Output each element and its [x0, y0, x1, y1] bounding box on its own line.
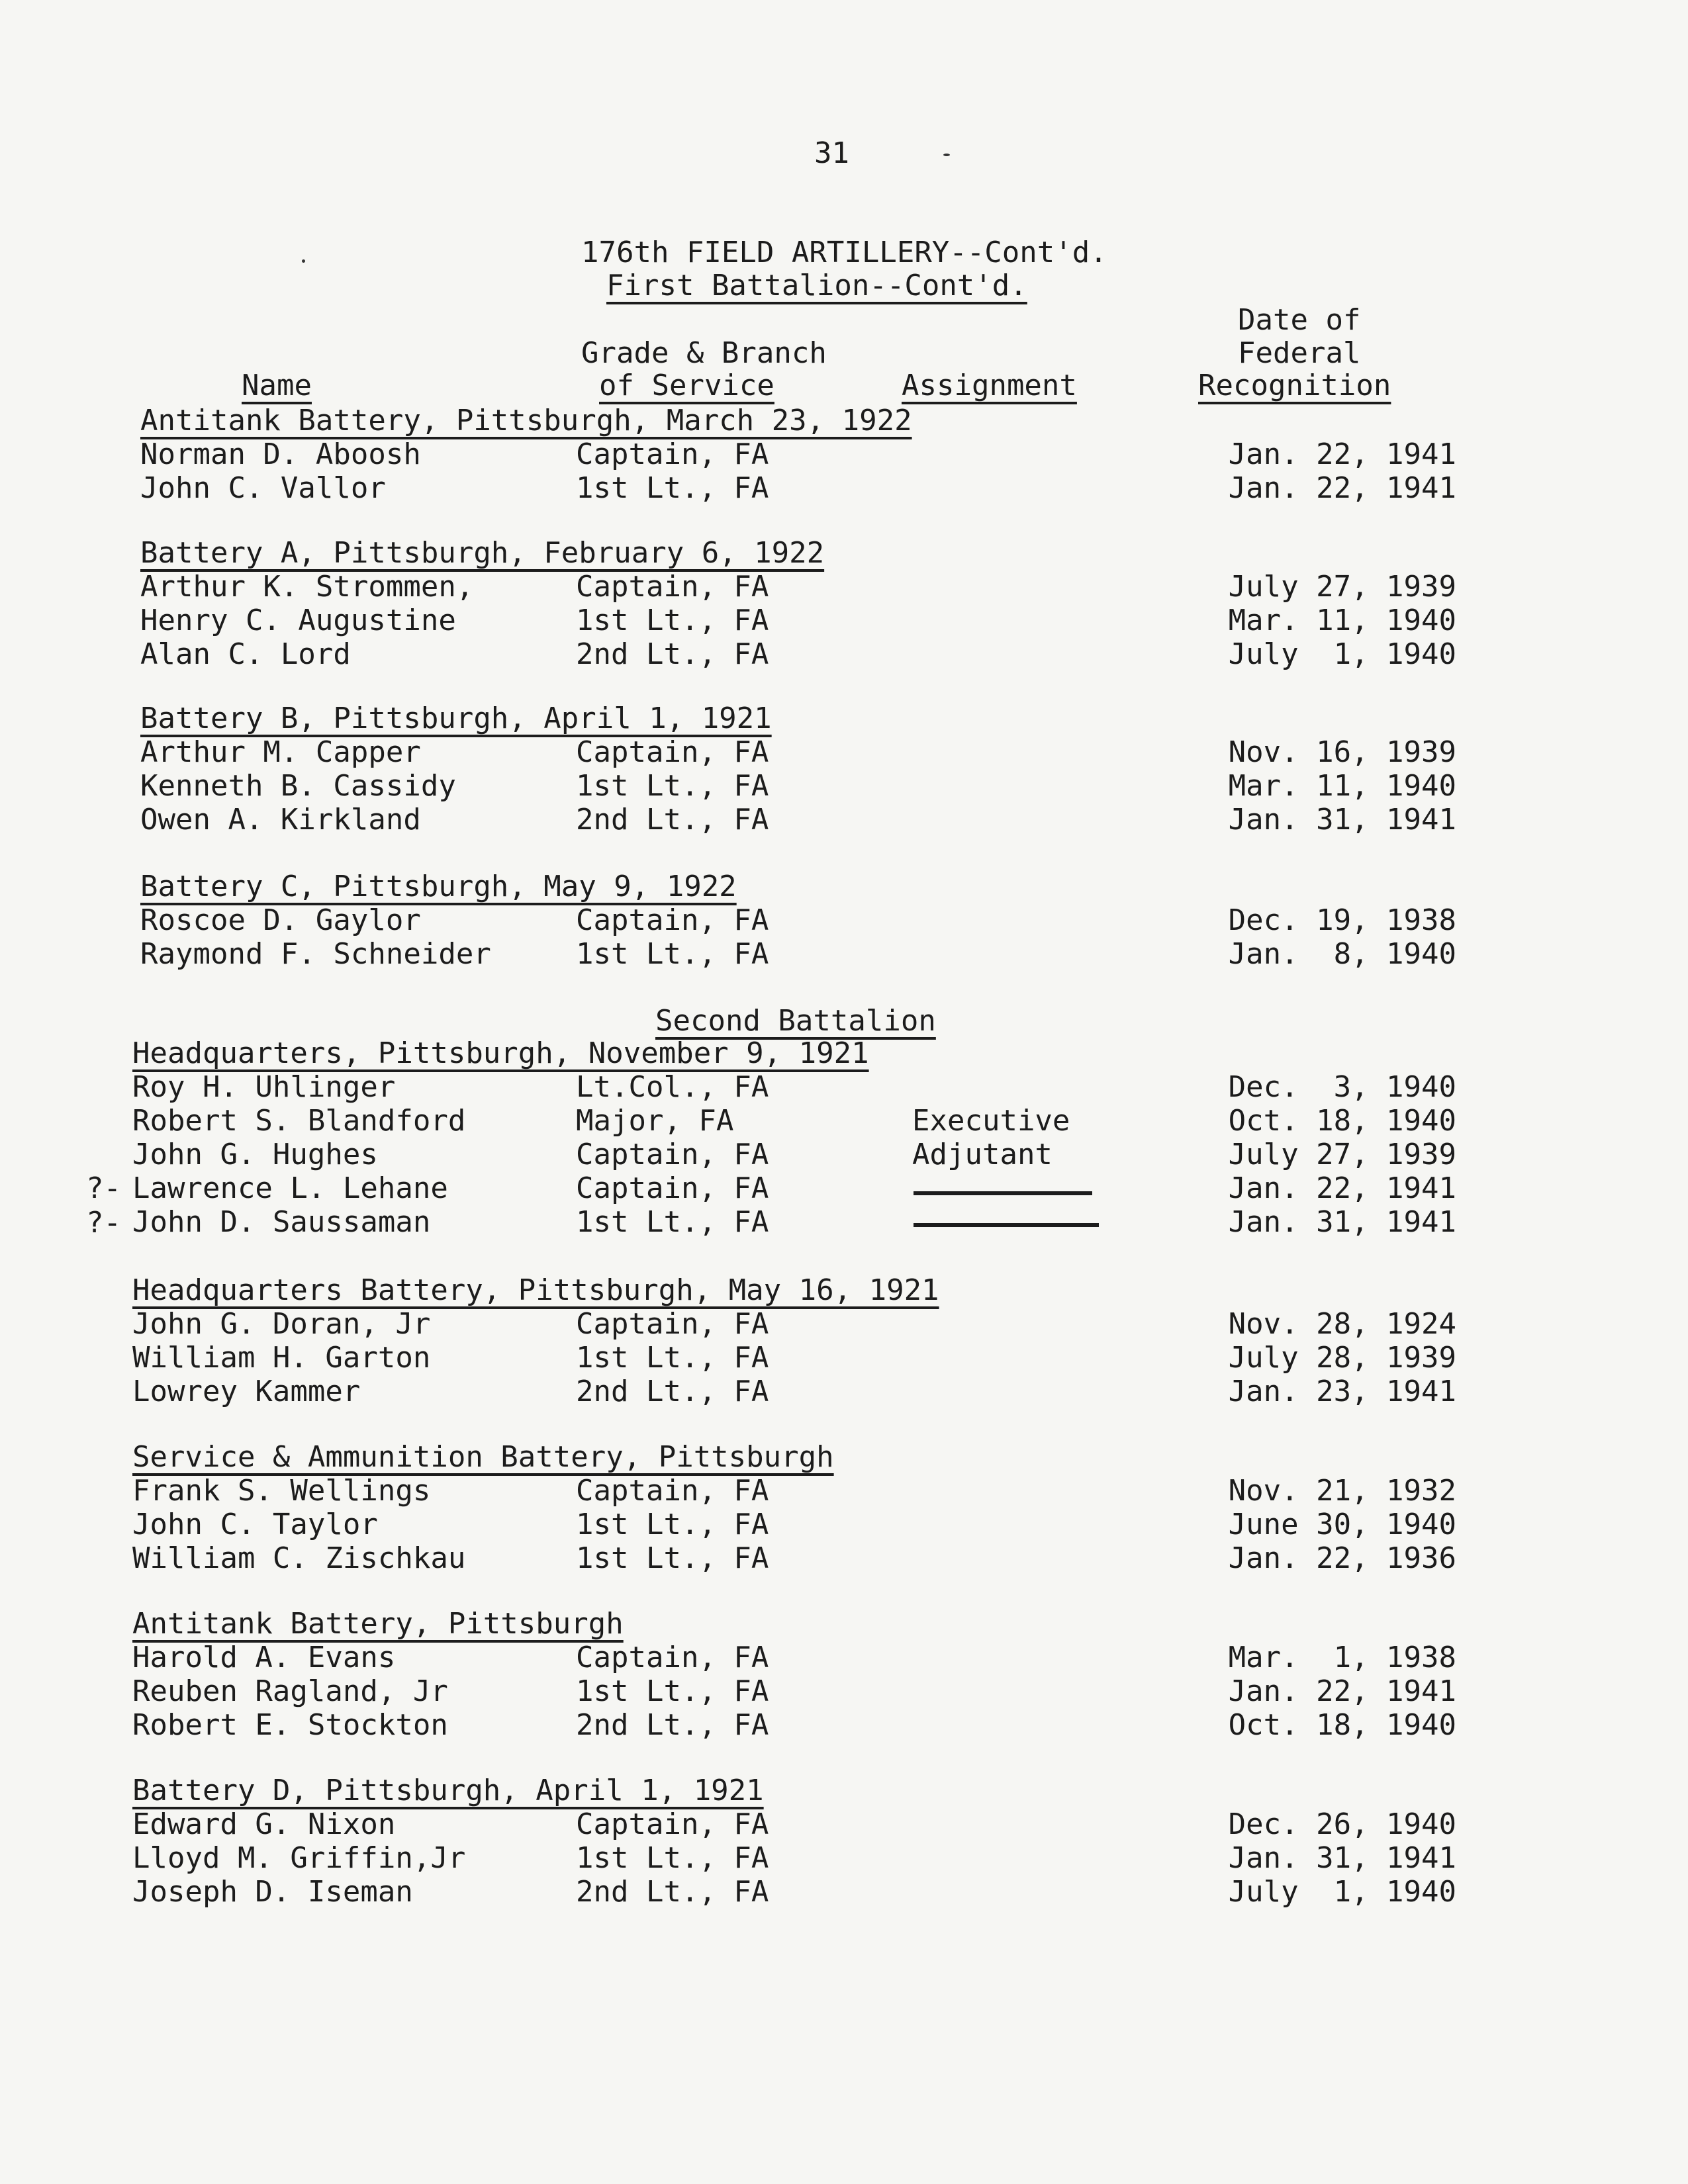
officer-name: Lloyd M. Griffin,Jr: [132, 1841, 466, 1875]
officer-grade: 1st Lt., FA: [576, 769, 769, 803]
officer-name: John D. Saussaman: [132, 1205, 431, 1239]
officer-name: Lawrence L. Lehane: [132, 1171, 448, 1205]
recognition-date: Oct. 18, 1940: [1228, 1104, 1456, 1138]
officer-name: John C. Taylor: [132, 1508, 378, 1541]
officer-assignment: Adjutant: [912, 1138, 1053, 1171]
officer-name: John G. Hughes: [132, 1138, 378, 1171]
recognition-date: Jan. 22, 1941: [1228, 1171, 1456, 1205]
page-number: 31: [814, 136, 849, 170]
officer-grade: 1st Lt., FA: [576, 1341, 769, 1375]
recognition-date: July 27, 1939: [1228, 570, 1456, 604]
marginal-question-mark: ?-: [86, 1171, 121, 1205]
officer-name: Frank S. Wellings: [132, 1474, 431, 1508]
section-heading: Battery A, Pittsburgh, February 6, 1922: [140, 536, 825, 570]
officer-grade: Captain, FA: [576, 437, 769, 471]
officer-grade: Lt.Col., FA: [576, 1070, 769, 1104]
officer-grade: 1st Lt., FA: [576, 1674, 769, 1708]
recognition-date: July 28, 1939: [1228, 1341, 1456, 1375]
officer-name: Kenneth B. Cassidy: [140, 769, 456, 803]
paper-speck: [302, 259, 305, 263]
assignment-blank-line: [914, 1191, 1092, 1195]
document-title: 176th FIELD ARTILLERY--Cont'd.: [581, 236, 1107, 269]
document-subtitle: First Battalion--Cont'd.: [606, 269, 1027, 302]
recognition-date: Dec. 19, 1938: [1228, 903, 1456, 937]
officer-name: William H. Garton: [132, 1341, 431, 1375]
officer-grade: 2nd Lt., FA: [576, 803, 769, 837]
header-name: Name: [242, 369, 312, 402]
officer-name: Arthur M. Capper: [140, 735, 421, 769]
officer-grade: Captain, FA: [576, 735, 769, 769]
officer-name: Norman D. Aboosh: [140, 437, 421, 471]
recognition-date: Jan. 31, 1941: [1228, 803, 1456, 837]
recognition-date: Dec. 26, 1940: [1228, 1807, 1456, 1841]
header-assignment: Assignment: [902, 369, 1077, 402]
officer-name: Robert E. Stockton: [132, 1708, 448, 1742]
officer-grade: Captain, FA: [576, 1307, 769, 1341]
recognition-date: Jan. 8, 1940: [1228, 937, 1456, 971]
officer-grade: 1st Lt., FA: [576, 1205, 769, 1239]
recognition-date: Dec. 3, 1940: [1228, 1070, 1456, 1104]
officer-grade: 1st Lt., FA: [576, 1508, 769, 1541]
second-battalion-heading: Second Battalion: [655, 1004, 936, 1038]
officer-name: William C. Zischkau: [132, 1541, 466, 1575]
header-date-line-3: Recognition: [1198, 369, 1391, 402]
officer-name: Lowrey Kammer: [132, 1375, 361, 1408]
officer-name: Alan C. Lord: [140, 637, 351, 671]
section-heading: Headquarters, Pittsburgh, November 9, 1921: [132, 1036, 869, 1070]
header-date-line-1: Date of: [1238, 303, 1361, 337]
officer-grade: 1st Lt., FA: [576, 1841, 769, 1875]
recognition-date: Jan. 31, 1941: [1228, 1205, 1456, 1239]
recognition-date: Nov. 28, 1924: [1228, 1307, 1456, 1341]
officer-grade: Captain, FA: [576, 570, 769, 604]
officer-grade: 1st Lt., FA: [576, 604, 769, 637]
officer-grade: 1st Lt., FA: [576, 1541, 769, 1575]
section-heading: Antitank Battery, Pittsburgh, March 23, 1922: [140, 404, 912, 437]
officer-name: Raymond F. Schneider: [140, 937, 491, 971]
officer-grade: Captain, FA: [576, 1474, 769, 1508]
section-heading: Battery D, Pittsburgh, April 1, 1921: [132, 1774, 764, 1807]
officer-grade: 1st Lt., FA: [576, 471, 769, 505]
officer-grade: 2nd Lt., FA: [576, 1375, 769, 1408]
recognition-date: June 30, 1940: [1228, 1508, 1456, 1541]
officer-name: Robert S. Blandford: [132, 1104, 466, 1138]
header-grade-line-1: Grade & Branch: [581, 336, 827, 370]
recognition-date: Nov. 21, 1932: [1228, 1474, 1456, 1508]
recognition-date: Jan. 22, 1936: [1228, 1541, 1456, 1575]
officer-grade: Captain, FA: [576, 903, 769, 937]
officer-assignment: Executive: [912, 1104, 1070, 1138]
recognition-date: Mar. 1, 1938: [1228, 1641, 1456, 1674]
officer-grade: Major, FA: [576, 1104, 734, 1138]
officer-grade: 1st Lt., FA: [576, 937, 769, 971]
recognition-date: Mar. 11, 1940: [1228, 604, 1456, 637]
officer-name: John G. Doran, Jr: [132, 1307, 431, 1341]
officer-grade: 2nd Lt., FA: [576, 1708, 769, 1742]
officer-name: Owen A. Kirkland: [140, 803, 421, 837]
recognition-date: Jan. 23, 1941: [1228, 1375, 1456, 1408]
section-heading: Service & Ammunition Battery, Pittsburgh: [132, 1440, 834, 1474]
section-heading: Headquarters Battery, Pittsburgh, May 16, 1921: [132, 1273, 939, 1307]
officer-name: Harold A. Evans: [132, 1641, 396, 1674]
officer-name: John C. Vallor: [140, 471, 386, 505]
recognition-date: Jan. 22, 1941: [1228, 437, 1456, 471]
officer-grade: Captain, FA: [576, 1138, 769, 1171]
officer-grade: 2nd Lt., FA: [576, 1875, 769, 1909]
section-heading: Antitank Battery, Pittsburgh: [132, 1607, 624, 1641]
recognition-date: July 1, 1940: [1228, 1875, 1456, 1909]
officer-name: Reuben Ragland, Jr: [132, 1674, 448, 1708]
recognition-date: Nov. 16, 1939: [1228, 735, 1456, 769]
recognition-date: Jan. 31, 1941: [1228, 1841, 1456, 1875]
officer-name: Arthur K. Strommen,: [140, 570, 474, 604]
recognition-date: July 1, 1940: [1228, 637, 1456, 671]
recognition-date: Mar. 11, 1940: [1228, 769, 1456, 803]
officer-grade: Captain, FA: [576, 1641, 769, 1674]
recognition-date: Jan. 22, 1941: [1228, 471, 1456, 505]
officer-name: Joseph D. Iseman: [132, 1875, 413, 1909]
recognition-date: Jan. 22, 1941: [1228, 1674, 1456, 1708]
header-date-line-2: Federal: [1238, 336, 1361, 370]
section-heading: Battery C, Pittsburgh, May 9, 1922: [140, 870, 737, 903]
marginal-question-mark: ?-: [86, 1206, 121, 1240]
officer-grade: Captain, FA: [576, 1171, 769, 1205]
header-grade-line-2: of Service: [599, 369, 774, 402]
officer-name: Edward G. Nixon: [132, 1807, 396, 1841]
officer-name: Henry C. Augustine: [140, 604, 456, 637]
assignment-blank-line: [914, 1223, 1099, 1227]
recognition-date: Oct. 18, 1940: [1228, 1708, 1456, 1742]
officer-grade: 2nd Lt., FA: [576, 637, 769, 671]
officer-grade: Captain, FA: [576, 1807, 769, 1841]
paper-speck: [943, 154, 950, 156]
officer-name: Roscoe D. Gaylor: [140, 903, 421, 937]
officer-name: Roy H. Uhlinger: [132, 1070, 396, 1104]
recognition-date: July 27, 1939: [1228, 1138, 1456, 1171]
section-heading: Battery B, Pittsburgh, April 1, 1921: [140, 702, 772, 735]
